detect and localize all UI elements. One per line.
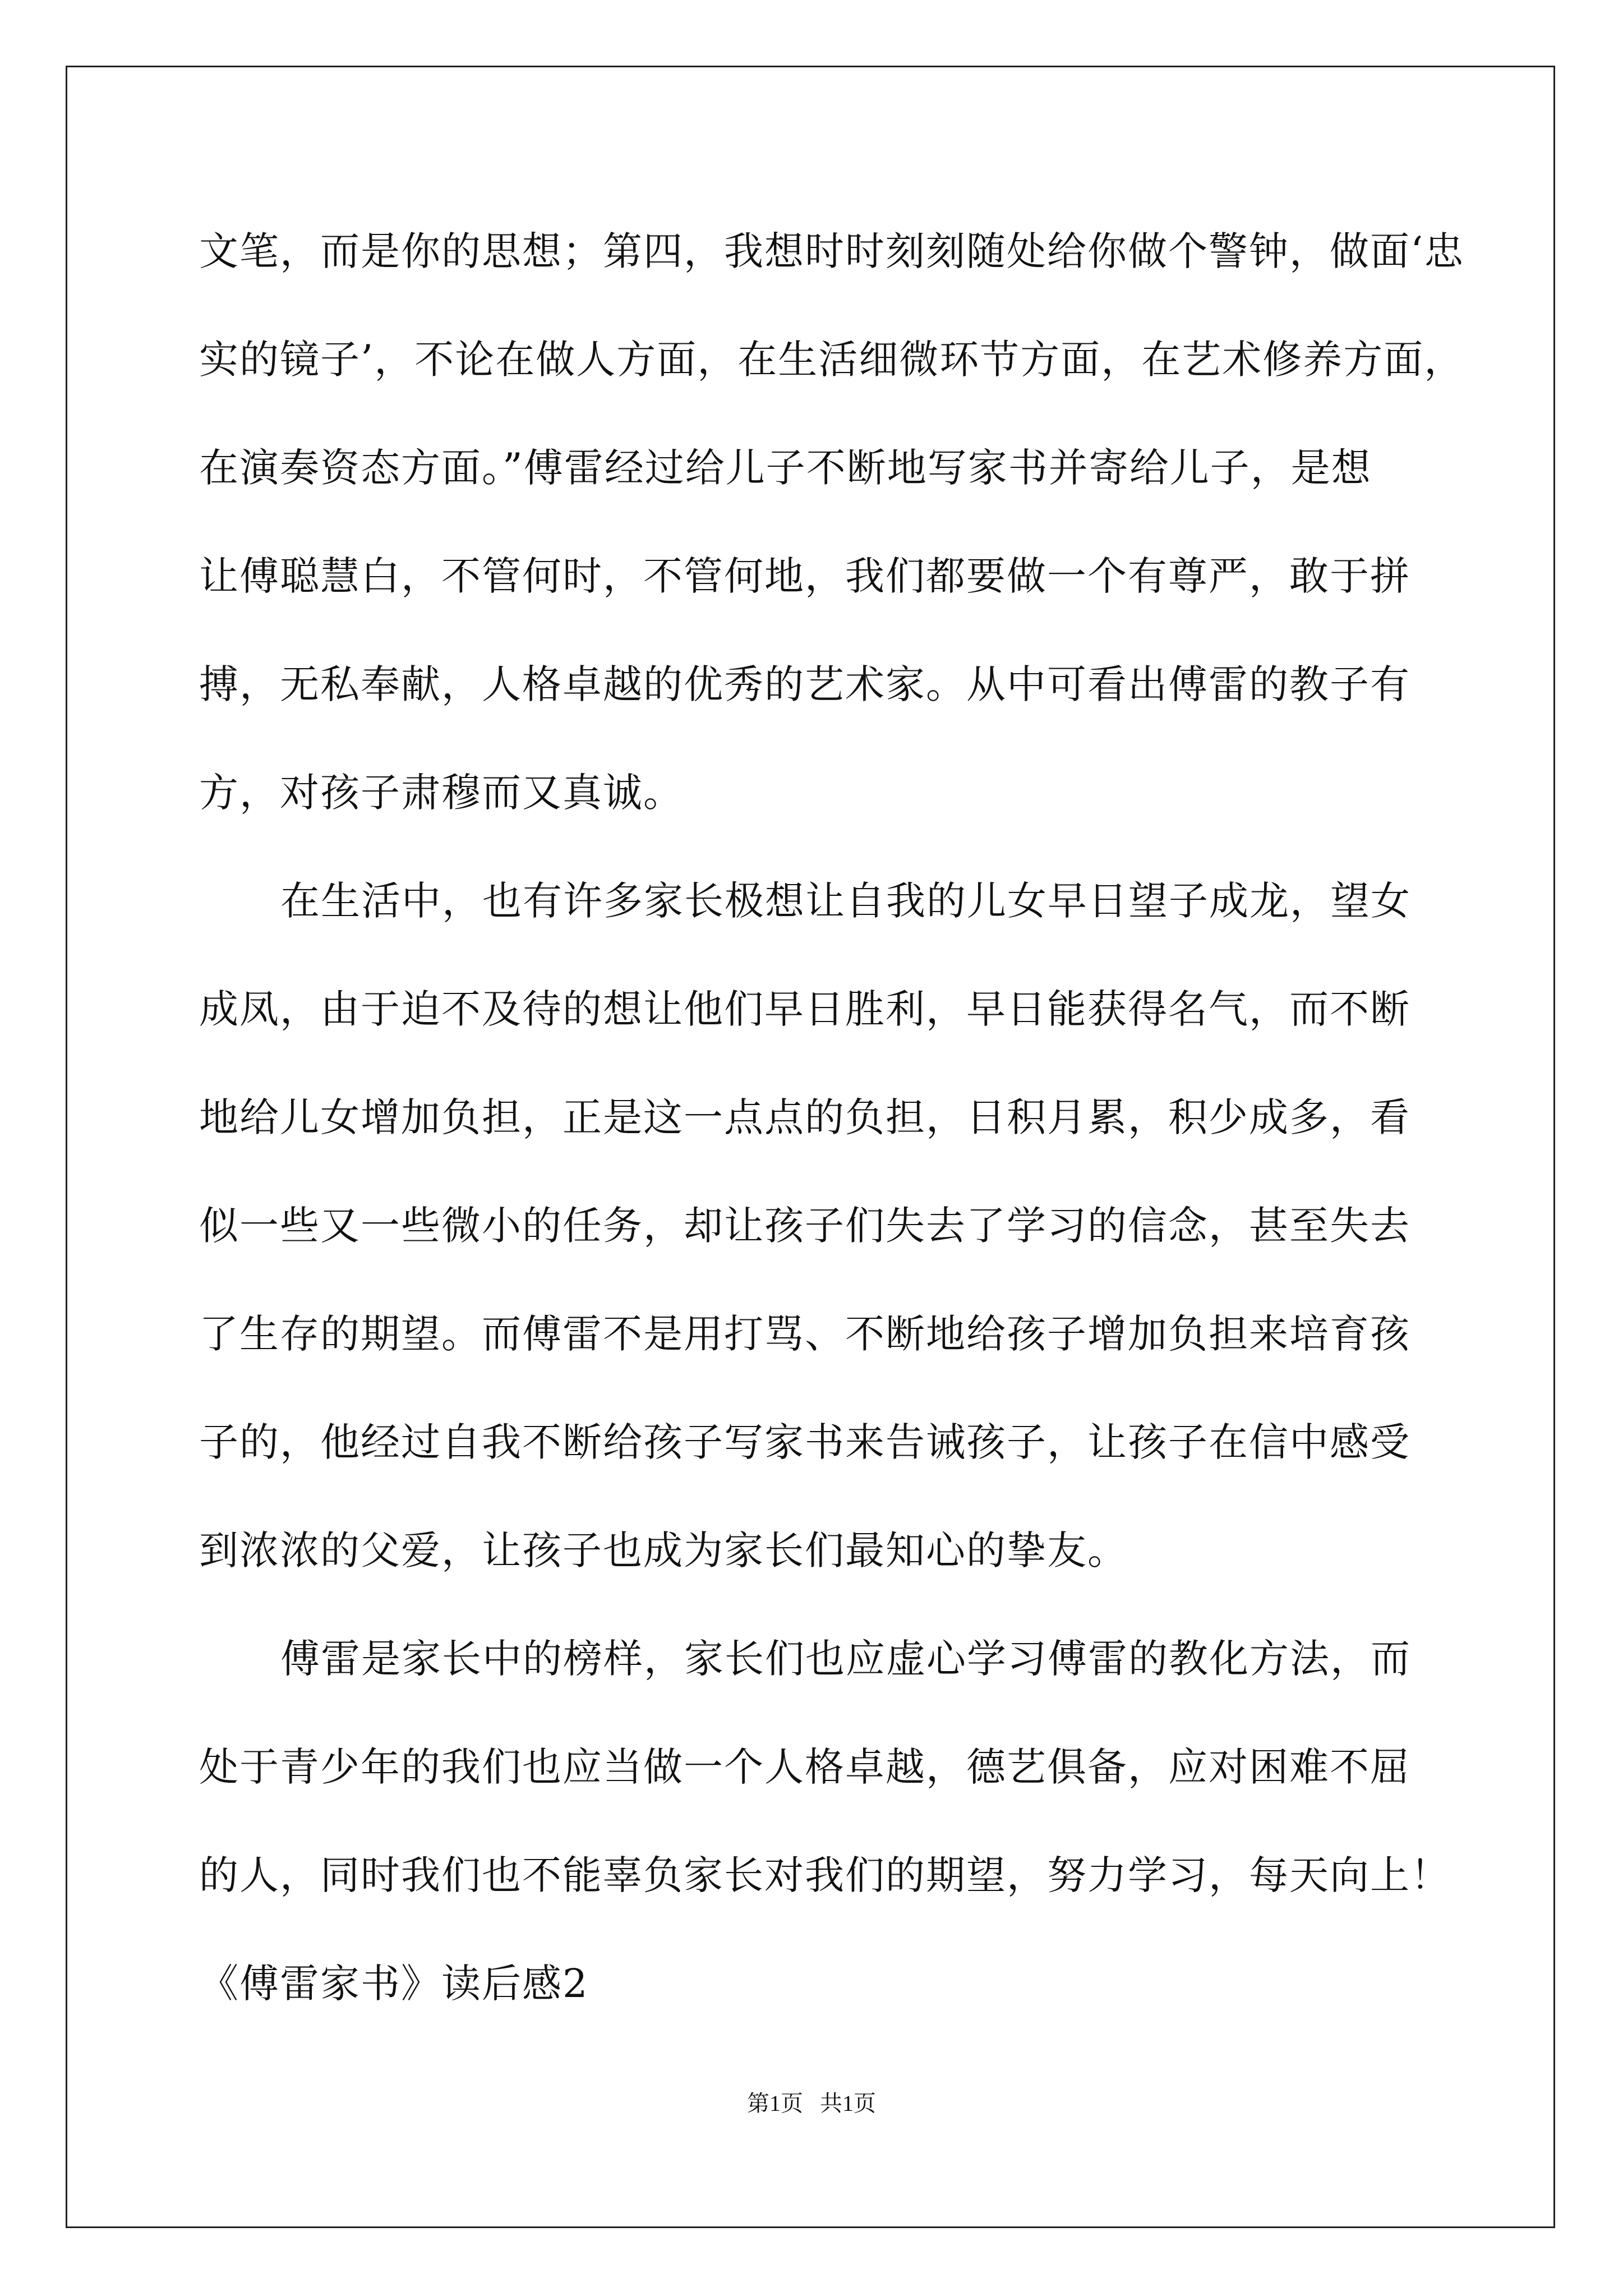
text-line: 到浓浓的父爱，让孩子也成为家长们最知心的挚友。 xyxy=(199,1527,1128,1573)
section-heading: 《傅雷家书》读后感2 xyxy=(199,1961,589,2007)
text-line: 方，对孩子肃穆而又真诚。 xyxy=(199,770,684,816)
text-line: 文笔，而是你的思想；第四，我想时时刻刻随处给你做个警钟，做面‘忠 xyxy=(199,228,1465,274)
text-line: 搏，无私奉献，人格卓越的优秀的艺术家。从中可看出傅雷的教子有 xyxy=(199,661,1410,707)
text-line: 让傅聪慧白，不管何时，不管何地，我们都要做一个有尊严，敢于拼 xyxy=(199,553,1410,599)
text-line: 处于青少年的我们也应当做一个人格卓越，德艺俱备，应对困难不屈 xyxy=(199,1744,1410,1790)
page-footer: 第1页 共1页 xyxy=(747,2091,876,2116)
text-line: 在演奏资态方面。”傅雷经过给儿子不断地写家书并寄给儿子，是想 xyxy=(199,445,1372,491)
paragraph-first-line: 傅雷是家长中的榜样，家长们也应虚心学习傅雷的教化方法，而 xyxy=(280,1636,1411,1682)
paragraph-first-line: 在生活中，也有许多家长极想让自我的儿女早日望子成龙，望女 xyxy=(280,878,1411,924)
document-body xyxy=(199,206,1472,2047)
text-line: 地给儿女增加负担，正是这一点点的负担，日积月累，积少成多，看 xyxy=(199,1094,1410,1140)
text-line: 的人，同时我们也不能辜负家长对我们的期望，努力学习，每天向上！ xyxy=(199,1852,1451,1898)
text-line: 了生存的期望。而傅雷不是用打骂、不断地给孩子增加负担来培育孩 xyxy=(199,1311,1410,1357)
text-line: 子的，他经过自我不断给孩子写家书来告诫孩子，让孩子在信中感受 xyxy=(199,1419,1410,1465)
text-line: 实的镜子’，不论在做人方面，在生活细微环节方面，在艺术修养方面， xyxy=(199,337,1465,383)
text-line: 成凤，由于迫不及待的想让他们早日胜利，早日能获得名气，而不断 xyxy=(199,986,1410,1032)
text-line: 似一些又一些微小的任务，却让孩子们失去了学习的信念，甚至失去 xyxy=(199,1203,1410,1249)
